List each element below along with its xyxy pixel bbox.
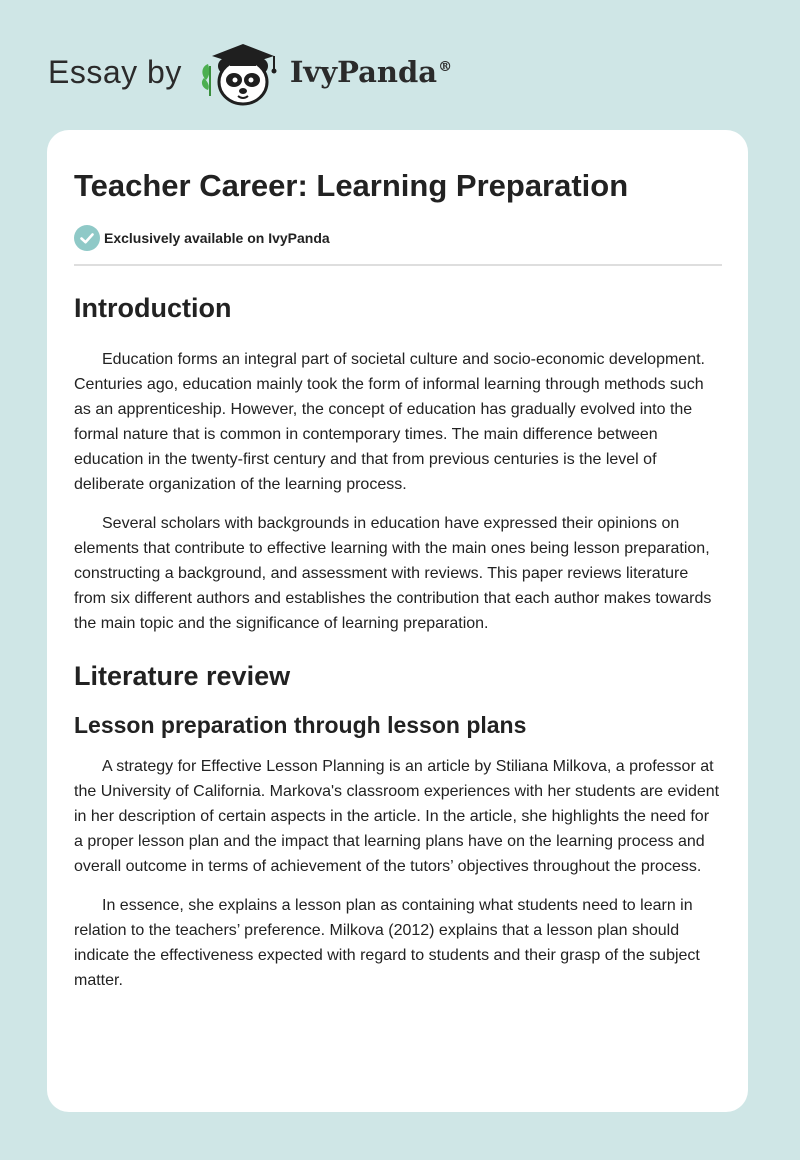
introduction-heading: Introduction bbox=[74, 293, 232, 323]
literature-paragraph-1: A strategy for Effective Lesson Planning is an article by Stiliana Milkova, a professor at the University of California. Markova's classroom experiences with her students are evident in her description of certain aspects in the article. In the article, she highlights the need for a proper lesson plan and the impact that learning plans have on the learning process and overall outcome in terms of achievement of the tutors’ objectives throughout the process. bbox=[74, 758, 720, 875]
title-divider bbox=[74, 264, 722, 266]
lesson-preparation-subheading: Lesson preparation through lesson plans bbox=[74, 712, 527, 738]
checkmark-badge-icon bbox=[74, 225, 100, 251]
exclusive-badge-text: Exclusively available on IvyPanda bbox=[104, 230, 330, 246]
essay-title: Teacher Career: Learning Preparation bbox=[74, 168, 629, 203]
brand-prefix: Essay by bbox=[48, 53, 182, 90]
introduction-paragraph-2: Several scholars with backgrounds in education have expressed their opinions on elements that contribute to effective learning with the main ones being lesson preparation, constructing a background, and assessment with reviews. This paper reviews literature from six different authors and establishes the contribution that each author makes towards the main topic and the significance of learning preparation. bbox=[74, 515, 712, 632]
literature-review-heading: Literature review bbox=[74, 661, 291, 691]
essay-card bbox=[47, 130, 748, 1112]
introduction-paragraph-1: Education forms an integral part of societal culture and socio-economic development. Centuries ago, education mainly took the form of informal learning through methods such as an apprenticeship. However, the concept of education has gradually evolved into the formal nature that is common in contemporary times. The main difference between education in the twenty-first century and that from previous centuries is the level of deliberate organization of the learning process. bbox=[74, 351, 705, 493]
panda-logo-icon[interactable] bbox=[196, 36, 288, 108]
exclusive-badge bbox=[74, 224, 722, 252]
literature-paragraph-2: In essence, she explains a lesson plan as containing what students need to learn in relation to the teachers’ preference. Milkova (2012) explains that a lesson plan should indicate the effectiveness expected with regard to students and their grasp of the subject matter. bbox=[74, 897, 700, 989]
brand-name: IvyPanda® bbox=[289, 55, 453, 89]
brand-header bbox=[48, 36, 452, 108]
registered-mark: ® bbox=[438, 59, 453, 76]
